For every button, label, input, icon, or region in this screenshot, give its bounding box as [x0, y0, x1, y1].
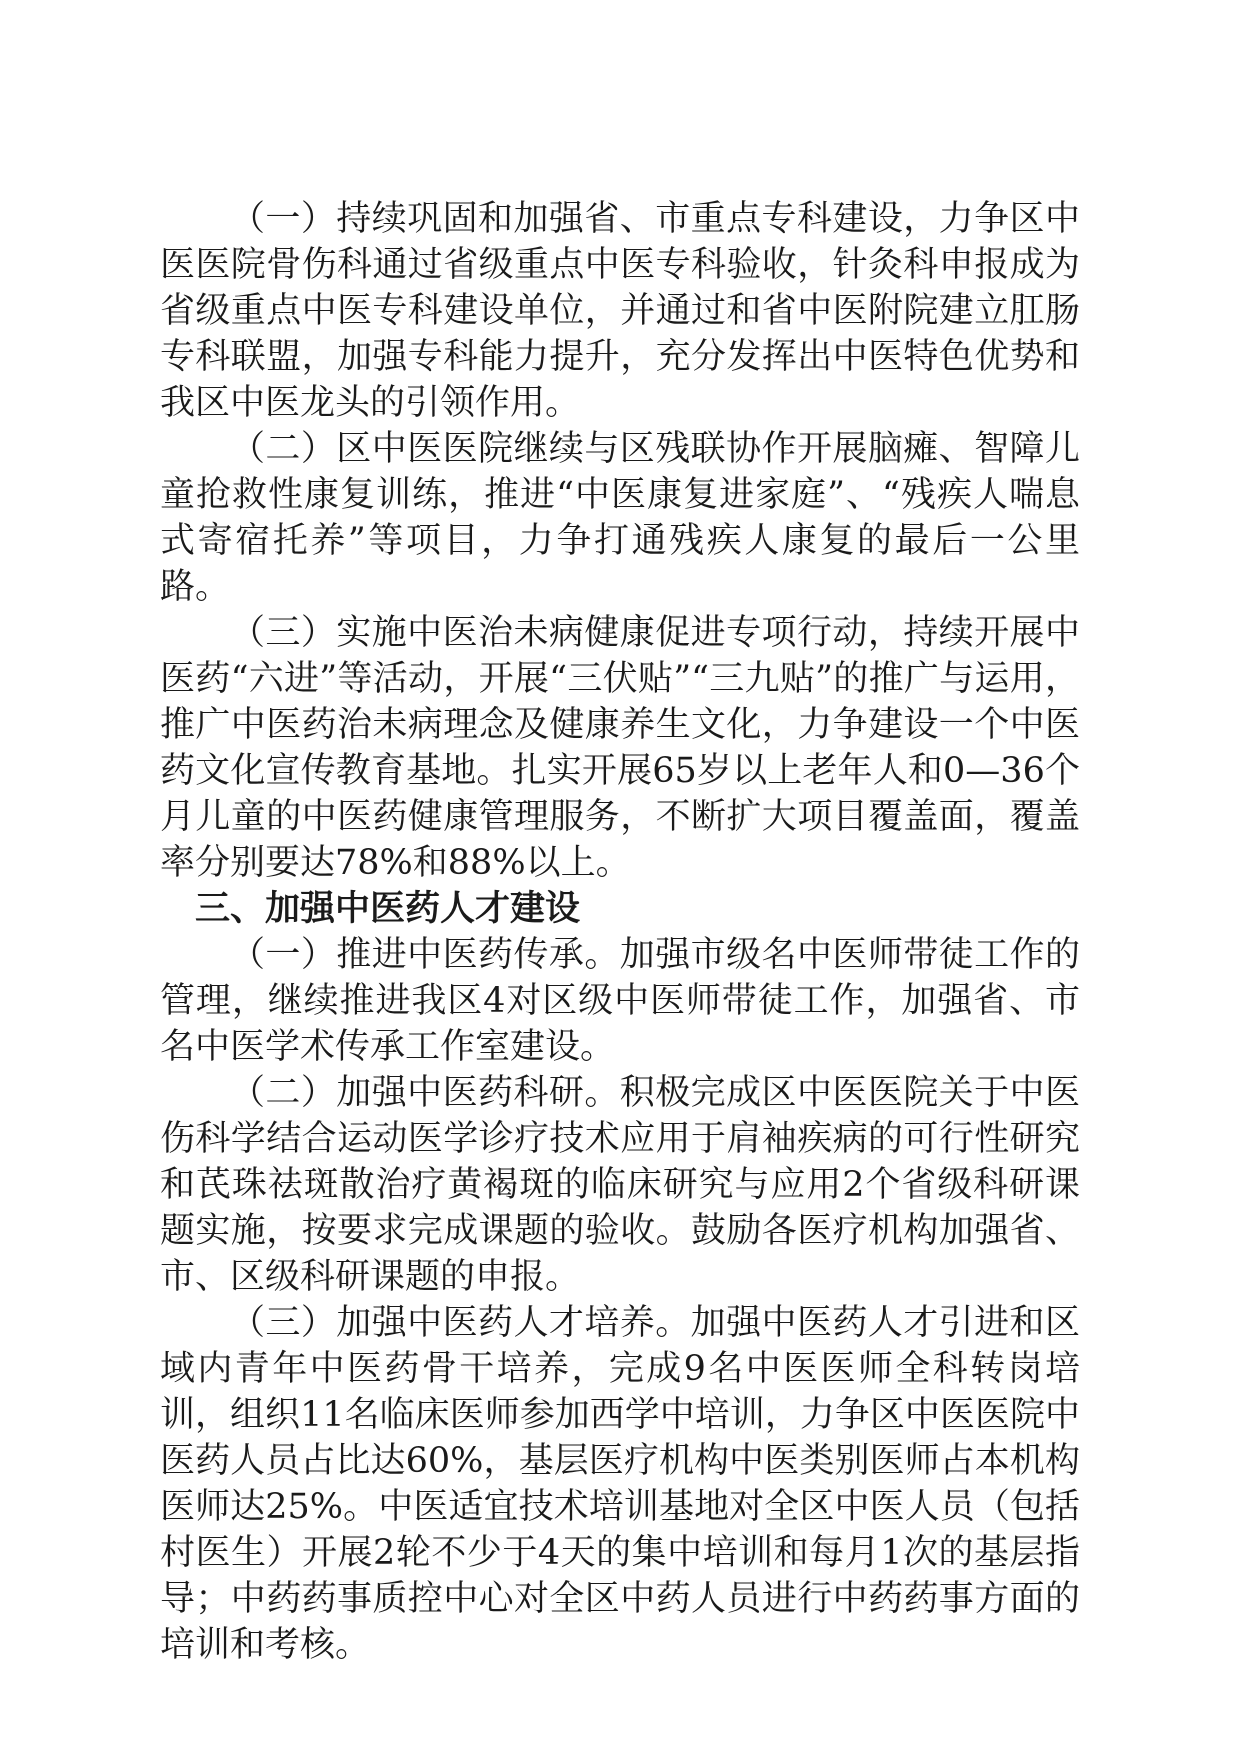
paragraph-research	[160, 1070, 1080, 1300]
paragraph-rehabilitation: （二）区中医医院继续与区残联协作开展脑瘫、智障儿童抢救性康复训练，推进“中医康复进家庭”、“残疾人喘息式寄宿托养”等项目，力争打通残疾人康复的最后一公里路。	[160, 429, 1080, 607]
paragraph-lead: （三）加强中医药人才培养。	[230, 1303, 691, 1343]
paragraph-body: 积极完成区中医医院关于中医伤科学结合运动医学诊疗技术应用于肩袖疾病的可行性研究和芪珠祛斑散治疗黄褐斑的临床研究与应用2个省级科研课题实施，按要求完成课题的验收。鼓励各医疗机构加强省、市、区级科研课题的申报。	[160, 1073, 1080, 1297]
paragraph-specialty-building: （一）持续巩固和加强省、市重点专科建设，力争区中医医院骨伤科通过省级重点中医专科验收，针灸科申报成为省级重点中医专科建设单位，并通过和省中医附院建立肛肠专科联盟，加强专科能力提升，充分发挥出中医特色优势和我区中医龙头的引领作用。	[160, 199, 1080, 423]
paragraph-preventive-care: （三）实施中医治未病健康促进专项行动，持续开展中医药“六进”等活动，开展“三伏贴”“三九贴”的推广与运用，推广中医药治未病理念及健康养生文化，力争建设一个中医药文化宣传教育基地。扎实开展65岁以上老年人和0—36个月儿童的中医药健康管理服务，不断扩大项目覆盖面，覆盖率分别要达78%和88%以上。	[160, 613, 1080, 883]
paragraph-body: 加强市级名中医师带徒工作的管理，继续推进我区4对区级中医师带徒工作，加强省、市名中医学术传承工作室建设。	[160, 935, 1080, 1067]
section-heading-talent: 三、加强中医药人才建设	[195, 889, 581, 929]
paragraph-inheritance	[160, 932, 1080, 1070]
paragraph-lead: （一）推进中医药传承。	[230, 935, 620, 975]
document-page	[160, 196, 1080, 1668]
paragraph-lead: （二）加强中医药科研。	[230, 1073, 620, 1113]
paragraph-body: 加强中医药人才引进和区域内青年中医药骨干培养，完成9名中医医师全科转岗培训，组织11名临床医师参加西学中培训，力争区中医医院中医药人员占比达60%，基层医疗机构中医类别医师占本机构医师达25%。中医适宜技术培训基地对全区中医人员（包括村医生）开展2轮不少于4天的集中培训和每月1次的基层指导；中药药事质控中心对全区中药人员进行中药药事方面的培训和考核。	[160, 1303, 1080, 1665]
paragraph-training	[160, 1300, 1080, 1668]
